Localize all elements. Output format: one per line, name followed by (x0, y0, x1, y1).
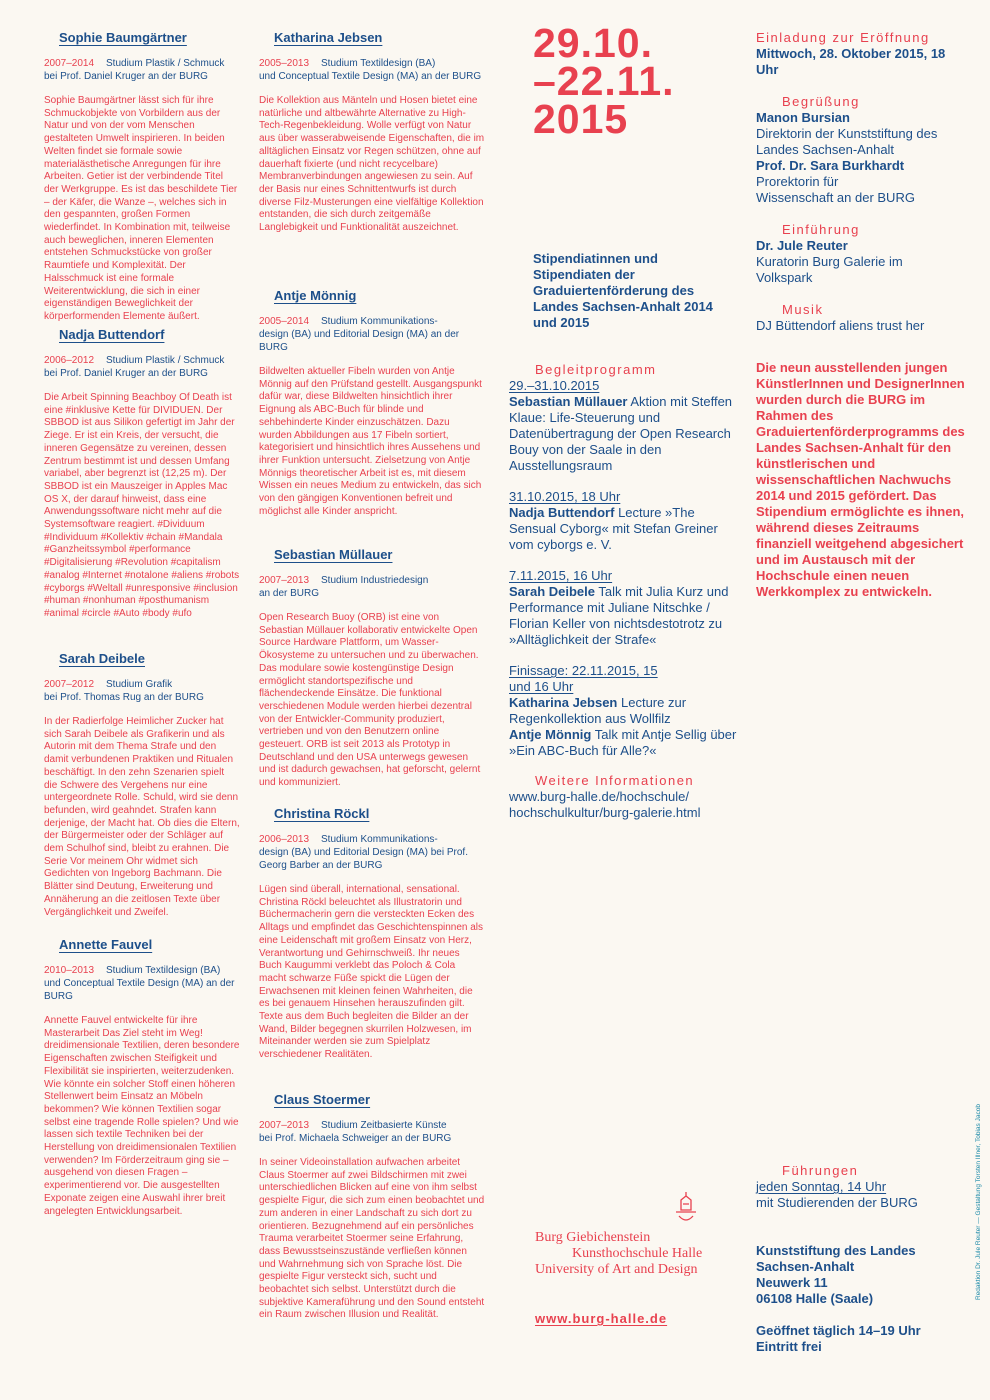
artist-entry: Sarah Deibele 2007–2012 Studium Grafik bei Prof. Thomas Rug an der BURG In der Radierfolge Heimlicher Zucker hat sich Sarah Deibele als Grafikerin und als Autorin mit dem Thema Strafe und den damit verbundenen Praktiken und Ritualen beschäftigt. In den zehn Szenarien spielt die Schwere des Vergehens nur eine untergeordnete Rolle. Schuld, wird sie denn befunden, wird geahndet. Strafen kann derjenige, der Macht hat. Ob dies die Eltern, der Bürgermeister oder der Schläger auf dem Schulhof sind, bleibt zu erahnen. Die Serie Vor meinem Ohr widmet sich Gedichten von Ingeborg Bachmann. Die Blätter sind Deutung, Erweiterung und Annäherung an die zeitlosen Texte über Vergänglichkeit und Zweifel. (44, 651, 240, 918)
artist-text: In der Radierfolge Heimlicher Zucker hat sich Sarah Deibele als Grafikerin und als Autorin mit dem Thema Strafe und den damit verbundenen Praktiken und Ritualen beschäftigt. In den zehn Szenarien spielt die Schwere des Vergehens nur eine untergeordnete Rolle. Schuld, wird sie denn befunden, wird geahndet. Strafen kann derjenige, der Macht hat. Ob dies die Eltern, der Bürgermeister oder der Schläger auf dem Schulhof sind, bleibt zu erahnen. Die Serie Vor meinem Ohr widmet sich Gedichten von Ingeborg Bachmann. Die Blätter sind Deutung, Erweiterung und Annäherung an die zeitlosen Texte über Vergänglichkeit und Zweifel. (44, 716, 240, 918)
artist-text: Open Research Buoy (ORB) ist eine von Sebastian Müllauer kollaborativ entwickelte Open Source Hardware Plattform, um Wasser-Ökosysteme zu untersuchen und zu überwachen. Das modulare sowie kostengünstige Design ermöglicht standortspezifische und flächendeckende Einsätze. Die funktional verschiedenen Module werden hierbei dezentral von der Entwickler-Community produziert, vertrieben und von den Benutzern online gesteuert. ORB ist seit 2013 als Prototyp in Deutschland und den USA unterwegs gewesen und ist dadurch gewachsen, hat geforscht, gelernt und kommuniziert. (259, 612, 481, 789)
info-link[interactable]: www.burg-halle.de/hochschule/ (509, 789, 689, 804)
artist-name: Katharina Jebsen (274, 30, 383, 45)
artist-text: Lügen sind überall, international, sensational. Christina Röckl beleuchtet als Illustratorin und Büchermacherin gern die versteckten Ecken des Alltags und empfindet das Geschichtenspinnen als eine Leidenschaft mit großem Einsatz von Herz, Verantwortung und Gehirnschweiß. Ihr neues Buch Kaugummi verklebt das Poloch & Cola macht schwarze Füße spickt die Lügen der Erwachsenen mit kleinen feinen Wahrheiten, die es bei genauem Hinsehen herauszufinden gilt. Texte aus dem Buch begleiten die Bilder an der Wand, Bilder begegnen skurrilen Holzwesen, im Miteinander werden sie zum Spielplatz verschiedener Realitäten. (259, 884, 484, 1061)
artist-name: Antje Mönnig (274, 288, 357, 303)
artist-entry: Claus Stoermer 2007–2013 Studium Zeitbasierte Künste bei Prof. Michaela Schweiger an der BURG In seiner Videoinstallation aufwachen arbeitet Claus Stoermer auf zwei Bildschirmen mit zwei unterschiedlichen Blicken auf eine von ihm selbst gespielte Figur, die sich zum einen beobachtet und zum anderen in einer Landschaft zu sich dort zu orientieren. Bezugnehmend auf ein persönliches Trauma verarbeitet Stoermer seine Erfahrung, dass Bewusstseinszustände verfließen können und Wahrnehmung sich von Sprache löst. Die gespielte Figur versteckt sich, sucht und beobachtet sich selbst. Unterstützt durch die subjektive Kameraführung und den Sound entsteht ein Raum zwischen Illusion und Realität. (259, 1092, 485, 1321)
artist-text: Die Arbeit Spinning Beachboy Of Death ist eine #inklusive Kette für DIVIDUEN. Der SBBOD ist aus Silikon gefertigt im Jahr der Ziege. Er ist ein Kreis, der versucht, die inneren Gegensätze zu vereinen, dessen Zentrum bestimmt ist und dessen Umfang variabel, aber begrenzt ist (12,25 m). Der SBBOD ist ein Mauszeiger in Apples Mac OS X, der darauf hinweist, dass eine Anwendungssoftware nicht mehr auf die Systemsoftware reagiert. #Dividuum #Individuum #Kollektiv #chain #Mandala #Ganzheitssymbol #performance #Digitalisierung #Revolution #capitalism #analog #Internet #notalone #aliens #robots #cyborgs #Weltall #unresponsive #inclusion #human #nonhuman #posthumanism #animal #circle #Auto #body #ufo (44, 392, 240, 619)
artist-text: In seiner Videoinstallation aufwachen arbeitet Claus Stoermer auf zwei Bildschirmen mit zwei unterschiedlichen Blicken auf eine von ihm selbst gespielte Figur, die sich zum einen beobachtet und zum anderen in einer Landschaft zu sich dort zu orientieren. Bezugnehmend auf ein persönliches Trauma verarbeitet Stoermer seine Erfahrung, dass Bewusstseinszustände verfließen können und Wahrnehmung sich von Sprache löst. Die gespielte Figur versteckt sich, sucht und beobachtet sich selbst. Unterstützt durch die subjektive Kameraführung und den Sound entsteht ein Raum zwischen Illusion und Realität. (259, 1157, 485, 1321)
artist-entry: Sophie Baumgärtner 2007–2014 Studium Plastik / Schmuck bei Prof. Daniel Kruger an der BURG Sophie Baumgärtner lässt sich für ihre Schmuckobjekte von Vorbildern aus der Natur und von der vom Menschen gestalteten Umwelt inspirieren. In beiden Welten findet sie formale sowie materialästhetische Anregungen für ihre Arbeiten. Getier ist der verbindende Titel der Werkgruppe. Es ist das beschildete Tier – der Käfer, die Wanze –, welches sich in den gespannten, großen Formen wiederfindet. In Kombination mit, teilweise auch beweglichen, inneren Elementen entstehen Schmuckstücke von großer Raumtiefe und Komplexität. Der Halsschmuck ist eine formale Weiterentwicklung, die sich in einer eigenständigen Beweglichkeit der körperformenden Elemente äußert. (44, 30, 240, 324)
artist-text: Annette Fauvel entwickelte für ihre Masterarbeit Das Ziel steht im Weg! dreidimensionale Textilien, deren besondere Eigenschaften zwischen Steifigkeit und Flexibilität sie inspirierten, weiterzudenken. Wie könnte ein solcher Stoff einen höheren Stellenwert beim Einsatz an Möbeln bekommen? Wie können Textilien sogar selbst eine tragende Rolle spielen? Und wie lassen sich textile Techniken bei der Herstellung von dreidimensionalen Textilien verwenden? Im Förderzeitraum ging sie – ausgehend von diesen Fragen – experimentierend vor. Die ausgestellten Exponate zeigen eine Auswahl ihrer breit angelegten Entwicklungsarbeit. (44, 1015, 240, 1217)
address: Kunststiftung des Landes Sachsen-Anhalt Neuwerk 11 06108 Halle (Saale) Geöffnet täglich 14–19 Uhr Eintritt frei (756, 1243, 921, 1354)
artist-name: Sarah Deibele (59, 651, 145, 666)
credits: Redaktion Dr. Jule Reuter — Gestaltung Torsten Illner, Tobias Jacob (975, 1104, 982, 1300)
artist-name: Christina Röckl (274, 806, 370, 821)
opening-info: Einladung zur Eröffnung Mittwoch, 28. Oktober 2015, 18 Uhr Begrüßung Manon Bursian Direktorin der Kunststiftung des Landes Sachsen-Anhalt Prof. Dr. Sara Burkhardt Prorektorin für Wissenschaft an der BURG Einführung Dr. Jule Reuter Kuratorin Burg Galerie im Volkspark Musik DJ Büttendorf aliens trust her Die neun ausstellenden jungen KünstlerInnen und DesignerInnen wurden durch die BURG im Rahmen des Graduiertenförderprogramms des Landes Sachsen-Anhalt für den künstlerischen und wissenschaftlichen Nachwuchs 2014 und 2015 gefördert. Das Stipendium ermöglichte es ihnen, während dieses Zeitraums finanziell weitgehend abgesichert und im Austausch mit der Hochschule einen neuen Werkkomplex zu entwickeln. (756, 30, 970, 600)
statement: Die neun ausstellenden jungen KünstlerInnen und DesignerInnen wurden durch die BURG im Rahmen des Graduiertenförderprogramms des Landes Sachsen-Anhalt für den künstlerischen und wissenschaftlichen Nachwuchs 2014 und 2015 gefördert. Das Stipendium ermöglichte es ihnen, während dieses Zeitraums finanziell weitgehend abgesichert und im Austausch mit der Hochschule einen neuen Werkkomplex zu entwickeln. (756, 360, 965, 599)
subtitle: Stipendiatinnen und Stipendiaten der Graduiertenförderung des Landes Sachsen-Anhalt 2014 und 2015 (533, 251, 713, 330)
tours: Führungen jeden Sonntag, 14 Uhr mit Studierenden der BURG (756, 1163, 918, 1210)
info-link[interactable]: hochschulkultur/burg-galerie.html (509, 805, 701, 820)
artist-text: Die Kollektion aus Mänteln und Hosen bietet eine natürliche und altbewährte Alternative zu High-Tech-Regenbekleidung. Wolle verfügt von Natur aus über wasserabweisende Eigenschaften, die im alltäglichen Einsatz vor Regen schützen, ohne auf dauerhaft fixierte (und nicht recycelbare) Membranverbindungen angewiesen zu sein. Auf der Basis nur eines Schnittentwurfs ist durch diverse Filz-Musterungen eine vielfältige Kollektion entstanden, die sich durch zeitgemäße Langlebigkeit und Funktionalität auszeichnet. (259, 95, 485, 234)
artist-name: Sophie Baumgärtner (59, 30, 187, 45)
artist-entry: Annette Fauvel 2010–2013 Studium Textildesign (BA) und Conceptual Textile Design (MA) an der BURG Annette Fauvel entwickelte für ihre Masterarbeit Das Ziel steht im Weg! dreidimensionale Textilien, deren besondere Eigenschaften zwischen Steifigkeit und Flexibilität sie inspirierten, weiterzudenken. Wie könnte ein solcher Stoff einen höheren Stellenwert beim Einsatz an Möbeln bekommen? Wie können Textilien sogar selbst eine tragende Rolle spielen? Und wie lassen sich textile Techniken bei der Herstellung von dreidimensionalen Textilien verwenden? Im Förderzeitraum ging sie – ausgehend von diesen Fragen – experimentierend vor. Die ausgestellten Exponate zeigen eine Auswahl ihrer breit angelegten Entwicklungsarbeit. (44, 937, 240, 1217)
artist-text: Sophie Baumgärtner lässt sich für ihre Schmuckobjekte von Vorbildern aus der Natur und von der vom Menschen gestalteten Umwelt inspirieren. In beiden Welten findet sie formale sowie materialästhetische Anregungen für ihre Arbeiten. Getier ist der verbindende Titel der Werkgruppe. Es ist das beschildete Tier – der Käfer, die Wanze –, welches sich in den gespannten, großen Formen wiederfindet. In Kombination mit, teilweise auch beweglichen, inneren Elementen entstehen Schmuckstücke von großer Raumtiefe und Komplexität. Der Halsschmuck ist eine formale Weiterentwicklung, die sich in einer eigenständigen Beweglichkeit der körperformenden Elemente äußert. (44, 95, 238, 322)
artist-name: Annette Fauvel (59, 937, 153, 952)
logo-text: Burg Giebichenstein Kunsthochschule Halle University of Art and Design (535, 1230, 703, 1277)
program: Begleitprogramm 29.–31.10.2015 Sebastian Müllauer Aktion mit Steffen Klaue: Life-Steuerung und Datenübertragung der Open Research Bouy von der Saale in den Ausstellungsraum 31.10.2015, 18 Uhr Nadja Buttendorf Lecture »The Sensual Cyborg« mit Stefan Greiner vom cyborgs e. V. 7.11.2015, 16 Uhr Sarah Deibele Talk mit Julia Kurz und Performance mit Juliane Nitschke / Florian Keller von nichtsdestotrotz zu »Alltäglichkeit der Strafe« Finissage: 22.11.2015, 15 und 16 Uhr Katharina Jebsen Lecture zur Regenkollektion aus Wollfilz Antje Mönnig Talk mit Antje Sellig über »Ein ABC-Buch für Alle?« Weitere Informationen www.burg-halle.de/hochschule/ hochschulkultur/burg-galerie.html (509, 362, 739, 821)
program-label: Begleitprogramm (535, 362, 657, 377)
artist-entry: Sebastian Müllauer 2007–2013 Studium Industriedesign an der BURG Open Research Buoy (ORB) ist eine von Sebastian Müllauer kollaborativ entwickelte Open Source Hardware Plattform, um Wasser-Ökosysteme zu untersuchen und zu überwachen. Das modulare sowie kostengünstige Design ermöglicht standortspezifische und flächendeckende Einsätze. Die funktional verschiedenen Module werden hierbei dezentral von der Entwickler-Community produziert, vertrieben und von den Benutzern online gesteuert. ORB ist seit 2013 als Prototyp in Deutschland und den USA unterwegs gewesen und ist dadurch gewachsen, hat geforscht, gelernt und kommuniziert. (259, 547, 485, 790)
artist-entry: Christina Röckl 2006–2013 Studium Kommunikations- design (BA) und Editorial Design (MA) bei Prof. Georg Barber an der BURG Lügen sind überall, international, sensational. Christina Röckl beleuchtet als Illustratorin und Büchermacherin gern die versteckten Ecken des Alltags und empfindet das Geschichtenspinnen als eine Leidenschaft mit großem Einsatz von Herz, Verantwortung und Gehirnschweiß. Ihr neues Buch Kaugummi verklebt das Poloch & Cola macht schwarze Füße spickt die Lügen der Erwachsenen mit kleinen feinen Wahrheiten, die es bei genauem Hinsehen herauszufinden gilt. Texte aus dem Buch begleiten die Bilder an der Wand, Bilder begegnen skurrilen Holzwesen, im Miteinander werden sie zum Spielplatz verschiedener Realitäten. (259, 806, 484, 1061)
website-link[interactable]: www.burg-halle.de (535, 1311, 668, 1326)
artist-name: Nadja Buttendorf (59, 327, 165, 342)
burg-logo-icon (673, 1190, 699, 1224)
info-label: Weitere Informationen (535, 773, 695, 788)
artist-text: Bildwelten aktueller Fibeln wurden von Antje Mönnig auf den Prüfstand gestellt. Ausgangspunkt dafür war, diese Bildwelten hinsichtlich ihrer Eignung als ABC-Buch für blinde und sehbehinderte Kinder einzuschätzen. Dazu wurden Abbildungen aus 17 Fibeln sortiert, kategorisiert und hinsichtlich ihres Aussehens und ihrer Funktion untersucht. Zielsetzung von Antje Mönnigs theoretischer Arbeit ist es, mit diesem Wissen ein neues Medium zu entwickeln, das sich von den gängigen Konventionen befreit und möglichst alle Kinder anspricht. (259, 366, 482, 517)
artist-name: Claus Stoermer (274, 1092, 371, 1107)
date-range: 29.10. –22.11. 2015 (533, 20, 675, 142)
artist-name: Sebastian Müllauer (274, 547, 393, 562)
artist-entry: Nadja Buttendorf 2006–2012 Studium Plastik / Schmuck bei Prof. Daniel Kruger an der BURG Die Arbeit Spinning Beachboy Of Death ist eine #inklusive Kette für DIVIDUEN. Der SBBOD ist aus Silikon gefertigt im Jahr der Ziege. Er ist ein Kreis, der versucht, die inneren Gegensätze zu vereinen, dessen Zentrum bestimmt ist und dessen Umfang variabel, aber begrenzt ist (12,25 m). Der SBBOD ist ein Mauszeiger in Apples Mac OS X, der darauf hinweist, dass eine Anwendungssoftware nicht mehr auf die Systemsoftware reagiert. #Dividuum #Individuum #Kollektiv #chain #Mandala #Ganzheitssymbol #performance #Digitalisierung #Revolution #capitalism #analog #Internet #notalone #aliens #robots #cyborgs #Weltall #unresponsive #inclusion #human #nonhuman #posthumanism #animal #circle #Auto #body #ufo (44, 327, 240, 619)
artist-entry: Katharina Jebsen 2005–2013 Studium Textildesign (BA) und Conceptual Textile Design (MA) an der BURG Die Kollektion aus Mänteln und Hosen bietet eine natürliche und altbewährte Alternative zu High-Tech-Regenbekleidung. Wolle verfügt von Natur aus über wasserabweisende Eigenschaften, die im alltäglichen Einsatz vor Regen schützen, ohne auf dauerhaft fixierte (und nicht recycelbare) Membranverbindungen angewiesen zu sein. Auf der Basis nur eines Schnittentwurfs ist durch diverse Filz-Musterungen eine vielfältige Kollektion entstanden, die sich durch zeitgemäße Langlebigkeit und Funktionalität auszeichnet. (259, 30, 485, 234)
artist-entry: Antje Mönnig 2005–2014 Studium Kommunikations- design (BA) und Editorial Design (MA) an der BURG Bildwelten aktueller Fibeln wurden von Antje Mönnig auf den Prüfstand gestellt. Ausgangspunkt dafür war, diese Bildwelten hinsichtlich ihrer Eignung als ABC-Buch für blinde und sehbehinderte Kinder einzuschätzen. Dazu wurden Abbildungen aus 17 Fibeln sortiert, kategorisiert und hinsichtlich ihres Aussehens und ihrer Funktion untersucht. Zielsetzung von Antje Mönnigs theoretischer Arbeit ist es, mit diesem Wissen ein neues Medium zu entwickeln, das sich von den gängigen Konventionen befreit und möglichst alle Kinder anspricht. (259, 288, 485, 518)
